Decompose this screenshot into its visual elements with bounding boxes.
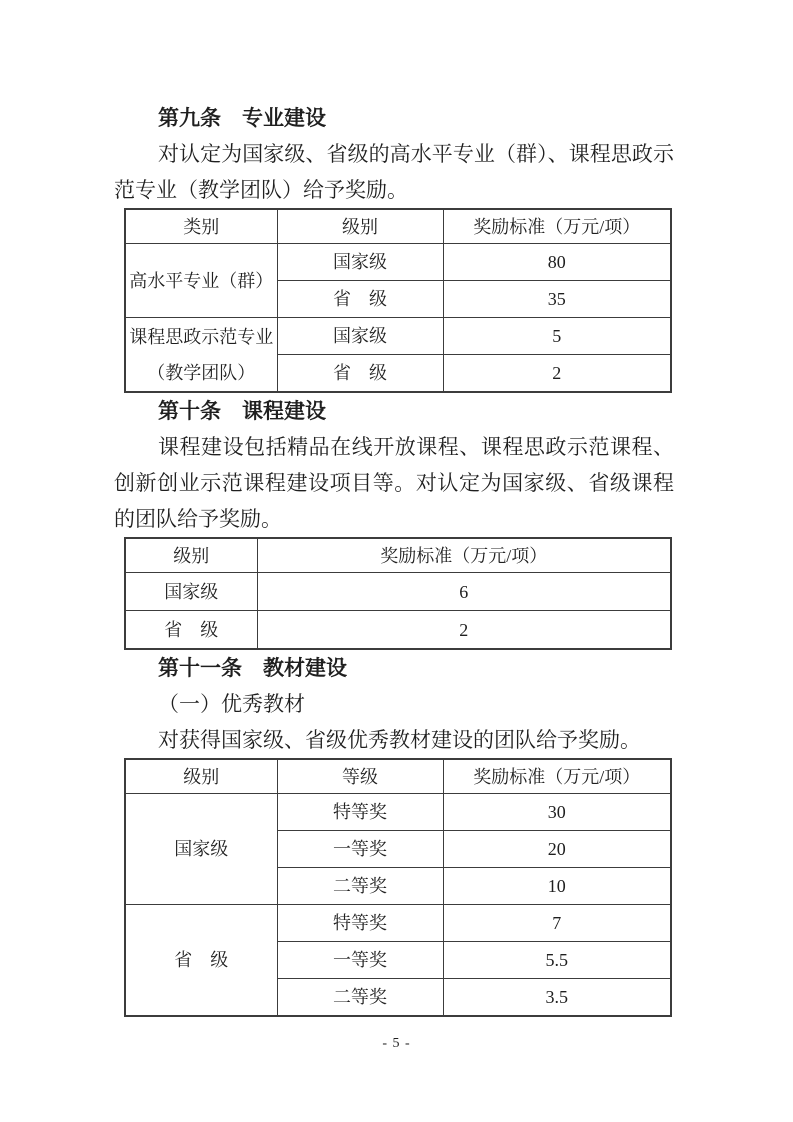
col-header-award-standard: 奖励标准（万元/项） [257, 538, 671, 573]
section-9-paragraph: 对认定为国家级、省级的高水平专业（群）、课程思政示范专业（教学团队）给予奖励。 [114, 142, 674, 202]
table-row [125, 244, 671, 281]
category-cell: 课程思政示范专业（教学团队） [125, 318, 277, 393]
amount-cell: 5.5 [443, 942, 671, 979]
amount-cell: 80 [443, 244, 671, 281]
amount-cell: 3.5 [443, 979, 671, 1017]
col-header-level: 级别 [277, 209, 443, 244]
table-header-row [125, 538, 671, 573]
grade-cell: 一等奖 [277, 831, 443, 868]
section-11-subheading: （一）优秀教材 [158, 692, 305, 716]
amount-cell: 20 [443, 831, 671, 868]
grade-cell: 二等奖 [277, 868, 443, 905]
course-award-table [124, 537, 672, 650]
amount-cell: 30 [443, 794, 671, 831]
amount-cell: 2 [443, 355, 671, 393]
level-cell: 国家级 [277, 244, 443, 281]
professional-award-table [124, 208, 672, 393]
table-row [125, 611, 671, 650]
table-row [125, 794, 671, 831]
level-cell: 省 级 [277, 281, 443, 318]
level-cell: 国家级 [125, 573, 257, 611]
level-cell: 省 级 [125, 611, 257, 650]
level-cell: 国家级 [125, 794, 277, 905]
col-header-award-standard: 奖励标准（万元/项） [443, 759, 671, 794]
amount-cell: 2 [257, 611, 671, 650]
col-header-level: 级别 [125, 759, 277, 794]
col-header-level: 级别 [125, 538, 257, 573]
section-11-heading: 第十一条 教材建设 [158, 656, 347, 680]
col-header-award-standard: 奖励标准（万元/项） [443, 209, 671, 244]
grade-cell: 二等奖 [277, 979, 443, 1017]
table-header-row [125, 209, 671, 244]
level-cell: 省 级 [277, 355, 443, 393]
category-cell: 高水平专业（群） [125, 244, 277, 318]
level-cell: 国家级 [277, 318, 443, 355]
section-10-paragraph: 课程建设包括精品在线开放课程、课程思政示范课程、创新创业示范课程建设项目等。对认定为国家级、省级课程的团队给予奖励。 [114, 435, 674, 531]
amount-cell: 7 [443, 905, 671, 942]
section-10-heading: 第十条 课程建设 [158, 399, 326, 423]
document-content [114, 100, 674, 1017]
grade-cell: 一等奖 [277, 942, 443, 979]
level-cell: 省 级 [125, 905, 277, 1017]
textbook-award-table [124, 758, 672, 1017]
page-number: - 5 - [382, 1036, 411, 1051]
amount-cell: 35 [443, 281, 671, 318]
grade-cell: 特等奖 [277, 905, 443, 942]
amount-cell: 6 [257, 573, 671, 611]
amount-cell: 10 [443, 868, 671, 905]
table-row [125, 318, 671, 355]
amount-cell: 5 [443, 318, 671, 355]
table-row [125, 905, 671, 942]
col-header-category: 类别 [125, 209, 277, 244]
col-header-grade: 等级 [277, 759, 443, 794]
grade-cell: 特等奖 [277, 794, 443, 831]
table-row [125, 573, 671, 611]
section-9-heading: 第九条 专业建设 [158, 106, 326, 130]
section-11-paragraph: 对获得国家级、省级优秀教材建设的团队给予奖励。 [158, 728, 641, 752]
table-header-row [125, 759, 671, 794]
